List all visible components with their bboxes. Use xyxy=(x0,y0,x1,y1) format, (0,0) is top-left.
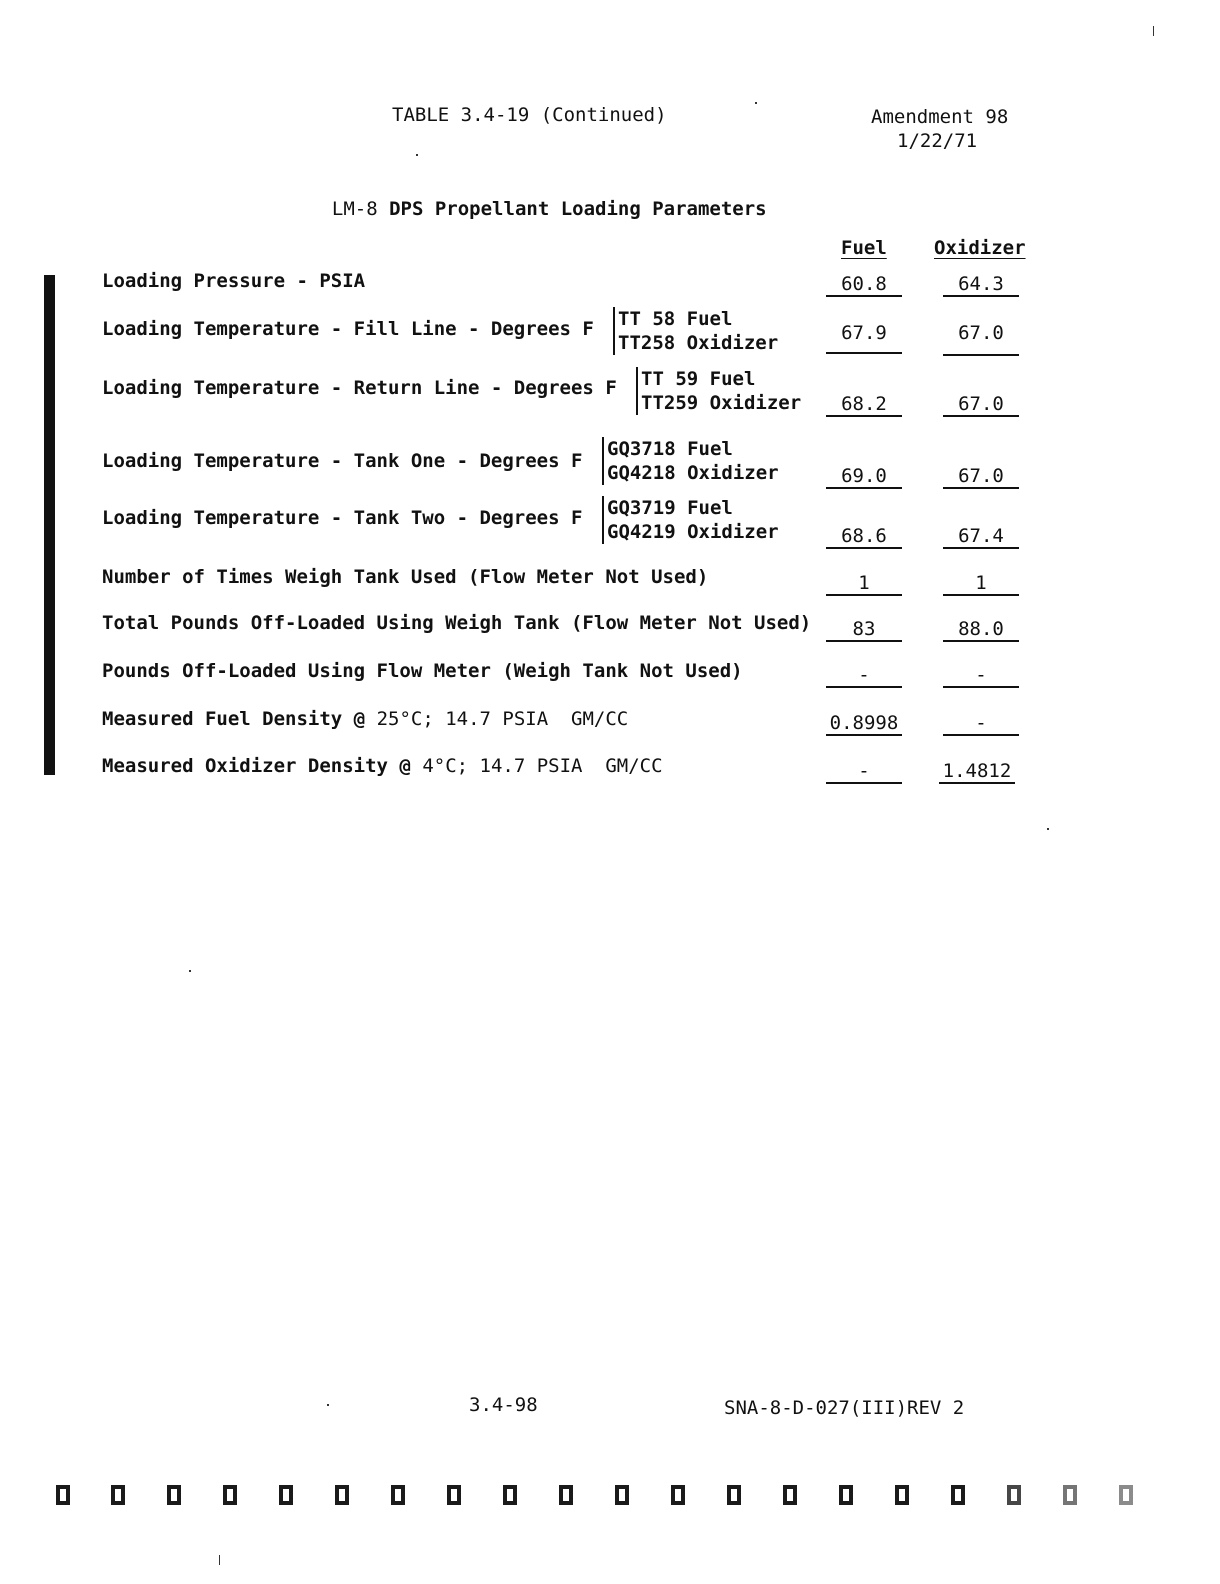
row-label-fill-line-temp: Loading Temperature - Fill Line - Degrees F xyxy=(102,318,594,340)
oxidizer-density-conditions: 4°C; 14.7 PSIA GM/CC xyxy=(422,755,663,777)
scan-edge-mark xyxy=(503,1485,517,1505)
scan-edge-mark xyxy=(839,1485,853,1505)
oxidizer-value-tank-one-temp: 67.0 xyxy=(943,465,1019,489)
oxidizer-value-fill-line-temp: 67.0 xyxy=(958,322,1004,344)
row-label-return-line-temp: Loading Temperature - Return Line - Degrees F xyxy=(102,377,617,399)
scan-edge-mark xyxy=(951,1485,965,1505)
fill-line-sensor-list xyxy=(613,307,778,355)
oxidizer-value-weigh-tank-pounds: 88.0 xyxy=(943,618,1019,642)
scan-edge-mark xyxy=(223,1485,237,1505)
scan-edge-mark xyxy=(671,1485,685,1505)
scan-edge-mark xyxy=(615,1485,629,1505)
scan-speck xyxy=(219,1555,220,1565)
sensor-label: TT 59 Fuel xyxy=(641,368,756,390)
row-label-tank-one-temp: Loading Temperature - Tank One - Degrees F xyxy=(102,450,583,472)
oxidizer-value-fuel-density: - xyxy=(943,712,1019,736)
fuel-value-weigh-tank-count: 1 xyxy=(826,572,902,596)
column-header-oxidizer: Oxidizer xyxy=(934,237,1026,259)
return-line-sensor-list xyxy=(636,367,801,415)
page-subtitle xyxy=(309,176,767,220)
fuel-value-flow-meter-pounds: - xyxy=(826,664,902,688)
scan-speck xyxy=(416,154,418,156)
sensor-label: TT258 Oxidizer xyxy=(618,332,779,354)
scan-speck xyxy=(189,970,191,972)
row-label-fuel-density xyxy=(102,708,628,730)
fuel-value-fill-line-temp: 67.9 xyxy=(841,322,887,344)
fuel-value-loading-pressure: 60.8 xyxy=(826,273,902,297)
row-label-tank-two-temp: Loading Temperature - Tank Two - Degrees F xyxy=(102,507,583,529)
scan-edge-mark xyxy=(279,1485,293,1505)
scan-edge-mark xyxy=(111,1485,125,1505)
scan-edge-mark xyxy=(559,1485,573,1505)
page-number: 3.4-98 xyxy=(469,1394,538,1416)
sensor-label: GQ3718 Fuel xyxy=(607,438,733,460)
table-title: TABLE 3.4-19 (Continued) xyxy=(392,104,667,126)
sensor-label: GQ4218 Oxidizer xyxy=(607,462,779,484)
row-label-weigh-tank-count: Number of Times Weigh Tank Used (Flow Meter Not Used) xyxy=(102,566,709,588)
scan-edge-mark xyxy=(1063,1485,1077,1505)
document-id: SNA-8-D-027(III)REV 2 xyxy=(724,1397,965,1419)
scan-edge-mark xyxy=(727,1485,741,1505)
subtitle-text: DPS Propellant Loading Parameters xyxy=(389,198,767,220)
tank-two-sensor-list xyxy=(602,496,779,544)
scan-edge-mark xyxy=(895,1485,909,1505)
fuel-value-weigh-tank-pounds: 83 xyxy=(826,618,902,642)
subtitle-prefix: LM-8 xyxy=(331,198,378,220)
oxidizer-value-loading-pressure: 64.3 xyxy=(943,273,1019,297)
scan-edge-mark xyxy=(167,1485,181,1505)
scan-speck xyxy=(1047,828,1049,830)
fuel-value-return-line-temp: 68.2 xyxy=(826,393,902,417)
sensor-label: TT 58 Fuel xyxy=(618,308,733,330)
oxidizer-value-flow-meter-pounds: - xyxy=(943,664,1019,688)
sensor-label: GQ4219 Oxidizer xyxy=(607,521,779,543)
fuel-value-tank-two-temp: 68.6 xyxy=(826,525,902,549)
row-label-loading-pressure: Loading Pressure - PSIA xyxy=(102,270,366,292)
column-header-fuel: Fuel xyxy=(841,237,887,259)
scan-edge-mark xyxy=(335,1485,349,1505)
scan-edge-mark xyxy=(1007,1485,1021,1505)
fuel-density-label: Measured Fuel Density @ xyxy=(102,708,366,730)
fuel-underline xyxy=(826,352,902,354)
sensor-label: GQ3719 Fuel xyxy=(607,497,733,519)
sensor-label: TT259 Oxidizer xyxy=(641,392,802,414)
oxidizer-value-oxidizer-density: 1.4812 xyxy=(939,760,1015,784)
oxidizer-value-tank-two-temp: 67.4 xyxy=(943,525,1019,549)
oxidizer-underline xyxy=(943,354,1019,356)
scan-edge-mark xyxy=(391,1485,405,1505)
fuel-value-tank-one-temp: 69.0 xyxy=(826,465,902,489)
scan-edge-mark xyxy=(56,1485,70,1505)
scan-edge-mark xyxy=(447,1485,461,1505)
revision-change-bar xyxy=(44,275,55,775)
amendment-date: 1/22/71 xyxy=(897,130,978,152)
fuel-density-conditions: 25°C; 14.7 PSIA GM/CC xyxy=(376,708,629,730)
oxidizer-density-label: Measured Oxidizer Density @ xyxy=(102,755,411,777)
scan-speck xyxy=(1153,26,1154,36)
row-label-weigh-tank-pounds: Total Pounds Off-Loaded Using Weigh Tank (Flow Meter Not Used) xyxy=(102,612,812,634)
scan-edge-mark xyxy=(783,1485,797,1505)
amendment-label: Amendment 98 xyxy=(871,106,1009,128)
scan-edge-mark xyxy=(1119,1485,1133,1505)
tank-one-sensor-list xyxy=(602,437,779,485)
row-label-oxidizer-density xyxy=(102,755,663,777)
row-label-flow-meter-pounds: Pounds Off-Loaded Using Flow Meter (Weigh Tank Not Used) xyxy=(102,660,743,682)
oxidizer-value-weigh-tank-count: 1 xyxy=(943,572,1019,596)
oxidizer-value-return-line-temp: 67.0 xyxy=(943,393,1019,417)
fuel-value-oxidizer-density: - xyxy=(826,760,902,784)
fuel-value-fuel-density: 0.8998 xyxy=(826,712,902,736)
scan-speck xyxy=(327,1404,329,1406)
scan-speck xyxy=(755,102,757,104)
